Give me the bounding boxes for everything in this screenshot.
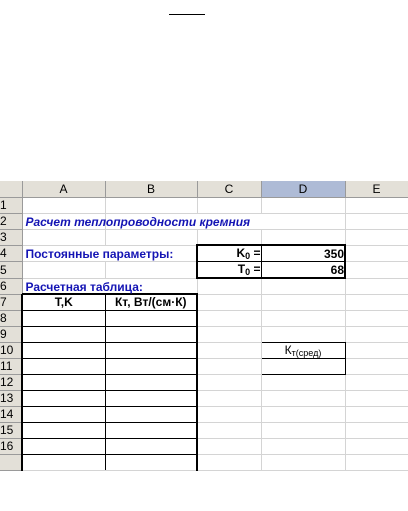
cell-b16[interactable] <box>105 438 197 454</box>
cell-b13[interactable] <box>105 390 197 406</box>
k0-equals: = <box>250 246 261 260</box>
cell-b12[interactable] <box>105 374 197 390</box>
row-header[interactable]: 16 <box>0 438 22 454</box>
cell-a14[interactable] <box>22 406 105 422</box>
kavg-label: К <box>284 342 292 357</box>
table-row <box>0 310 408 326</box>
t0-label: T <box>237 262 246 276</box>
kavg-label-cell[interactable] <box>261 342 345 358</box>
row-header[interactable]: 3 <box>0 229 22 245</box>
cell-b8[interactable] <box>105 310 197 326</box>
cell-e1[interactable] <box>345 197 408 213</box>
cell-c7[interactable] <box>197 294 261 310</box>
cell-a10[interactable] <box>22 342 105 358</box>
cell-e9[interactable] <box>345 326 408 342</box>
cell-e2[interactable] <box>345 213 408 229</box>
cell-e11[interactable] <box>345 358 408 374</box>
cell-b1[interactable] <box>105 197 197 213</box>
cell-d3[interactable] <box>261 229 345 245</box>
cell-e3[interactable] <box>345 229 408 245</box>
cell-e15[interactable] <box>345 422 408 438</box>
kavg-subscript: т(сред) <box>291 347 322 358</box>
t0-label-cell[interactable] <box>197 262 261 279</box>
row-header[interactable]: 10 <box>0 342 22 358</box>
cell-a17[interactable] <box>22 454 105 470</box>
row-header[interactable]: 14 <box>0 406 22 422</box>
cell-d13[interactable] <box>261 390 345 406</box>
sheet-title: Расчет теплопроводности кремния <box>25 214 251 229</box>
table-row <box>0 422 408 438</box>
cell-b11[interactable] <box>105 358 197 374</box>
cell-c10[interactable] <box>197 342 261 358</box>
cell-d17[interactable] <box>261 454 345 470</box>
t-column-header[interactable]: T,K <box>22 294 105 310</box>
table-row <box>0 229 408 245</box>
row-header[interactable]: 6 <box>0 278 22 294</box>
cell-b15[interactable] <box>105 422 197 438</box>
table-row <box>0 213 408 229</box>
cell-e8[interactable] <box>345 310 408 326</box>
cell-a11[interactable] <box>22 358 105 374</box>
table-row <box>0 245 408 262</box>
row-header[interactable]: 9 <box>0 326 22 342</box>
table-row <box>0 294 408 310</box>
cell-b14[interactable] <box>105 406 197 422</box>
cell-a6[interactable] <box>22 278 143 294</box>
cell-c14[interactable] <box>197 406 261 422</box>
cell-c15[interactable] <box>197 422 261 438</box>
cell-e14[interactable] <box>345 406 408 422</box>
table-row <box>0 262 408 279</box>
cell-c11[interactable] <box>197 358 261 374</box>
row-header[interactable]: 15 <box>0 422 22 438</box>
cell-a8[interactable] <box>22 310 105 326</box>
row-header[interactable]: 5 <box>0 262 22 279</box>
row-header[interactable]: 11 <box>0 358 22 374</box>
cell-c1[interactable] <box>197 197 261 213</box>
cell-a1[interactable] <box>22 197 105 213</box>
column-header-a[interactable]: A <box>22 181 105 197</box>
cell-e4[interactable] <box>345 245 408 262</box>
table-row <box>0 406 408 422</box>
table-row <box>0 438 408 454</box>
cell-c8[interactable] <box>197 310 261 326</box>
table-row <box>0 326 408 342</box>
cell-a12[interactable] <box>22 374 105 390</box>
row-header[interactable]: 7 <box>0 294 22 310</box>
cell-b5[interactable] <box>105 262 197 279</box>
table-row <box>0 374 408 390</box>
cell-b10[interactable] <box>105 342 197 358</box>
constants-label: Постоянные параметры: <box>25 246 174 261</box>
cell-d2[interactable] <box>261 213 345 229</box>
cell-d14[interactable] <box>261 406 345 422</box>
cell-e6[interactable] <box>345 278 408 294</box>
column-header-e[interactable]: E <box>345 181 408 197</box>
column-header-c[interactable]: C <box>197 181 261 197</box>
table-row <box>0 358 408 374</box>
k0-label-cell[interactable] <box>197 245 261 262</box>
cell-a5[interactable] <box>22 262 105 279</box>
top-rule <box>169 14 205 15</box>
row-header[interactable]: 1 <box>0 197 22 213</box>
table-row <box>0 278 408 294</box>
cell-d8[interactable] <box>261 310 345 326</box>
k0-label: K <box>236 246 246 260</box>
cell-a16[interactable] <box>22 438 105 454</box>
t0-value-cell[interactable]: 68 <box>261 262 345 279</box>
table-row <box>0 342 408 358</box>
cell-b9[interactable] <box>105 326 197 342</box>
cell-e12[interactable] <box>345 374 408 390</box>
cell-a15[interactable] <box>22 422 105 438</box>
cell-e10[interactable] <box>345 342 408 358</box>
sheet-grid <box>0 181 408 471</box>
cell-a9[interactable] <box>22 326 105 342</box>
table-row <box>0 454 408 470</box>
t0-equals: = <box>250 262 261 276</box>
select-all-corner[interactable] <box>0 181 22 197</box>
row-header[interactable]: 2 <box>0 213 22 229</box>
spreadsheet[interactable] <box>0 181 408 511</box>
column-header-row <box>0 181 408 197</box>
cell-e7[interactable] <box>345 294 408 310</box>
row-header[interactable]: 13 <box>0 390 22 406</box>
cell-c12[interactable] <box>197 374 261 390</box>
cell-a4[interactable] <box>22 245 174 262</box>
cell-c16[interactable] <box>197 438 261 454</box>
cell-d7[interactable] <box>261 294 345 310</box>
row-header[interactable] <box>0 454 22 470</box>
cell-d15[interactable] <box>261 422 345 438</box>
cell-c9[interactable] <box>197 326 261 342</box>
cell-c17[interactable] <box>197 454 261 470</box>
table-row <box>0 390 408 406</box>
cell-b17[interactable] <box>105 454 197 470</box>
cell-a3[interactable] <box>22 229 105 245</box>
table-row <box>0 197 408 213</box>
table-label: Расчетная таблица: <box>25 279 143 294</box>
k0-value-cell[interactable]: 350 <box>261 245 345 262</box>
column-header-d[interactable]: D <box>261 181 345 197</box>
row-header[interactable]: 4 <box>0 245 22 262</box>
kt-column-header[interactable]: Кт, Вт/(см·К) <box>105 294 197 310</box>
cell-e13[interactable] <box>345 390 408 406</box>
cell-b3[interactable] <box>105 229 197 245</box>
cell-e17[interactable] <box>345 454 408 470</box>
k0-subscript: 0 <box>245 251 251 261</box>
cell-e5[interactable] <box>345 262 408 279</box>
cell-c13[interactable] <box>197 390 261 406</box>
cell-d16[interactable] <box>261 438 345 454</box>
cell-d1[interactable] <box>261 197 345 213</box>
cell-c6[interactable] <box>197 278 261 294</box>
cell-a2[interactable] <box>22 213 251 229</box>
column-header-b[interactable]: B <box>105 181 197 197</box>
cell-e16[interactable] <box>345 438 408 454</box>
cell-d6[interactable] <box>261 278 345 294</box>
cell-d9[interactable] <box>261 326 345 342</box>
cell-c3[interactable] <box>197 229 261 245</box>
row-header[interactable]: 8 <box>0 310 22 326</box>
cell-a13[interactable] <box>22 390 105 406</box>
row-header[interactable]: 12 <box>0 374 22 390</box>
t0-subscript: 0 <box>245 267 251 277</box>
kavg-value-cell[interactable] <box>261 358 345 374</box>
cell-d12[interactable] <box>261 374 345 390</box>
